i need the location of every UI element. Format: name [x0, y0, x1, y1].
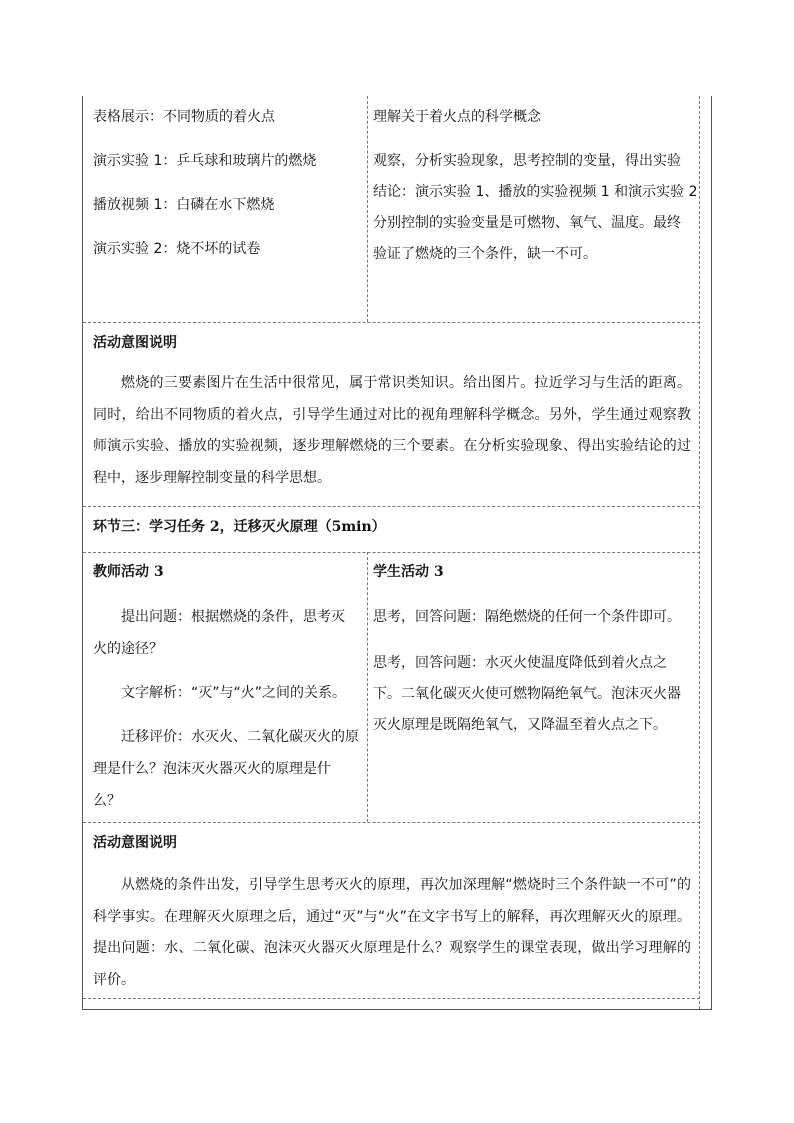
row1-right-line: 验证了燃烧的三个条件，缺一不可。: [373, 246, 597, 262]
intent1-heading: 活动意图说明: [93, 335, 177, 351]
teacher3-line: 么？: [93, 793, 121, 809]
row1-left-item: 表格展示：不同物质的着火点: [93, 109, 275, 125]
row1-right-title: 理解关于着火点的科学概念: [373, 109, 541, 125]
row1-left-item: 演示实验 1：乒乓球和玻璃片的燃烧: [93, 153, 317, 169]
row1-right-line: 结论：演示实验 1、播放的实验视频 1 和演示实验 2: [373, 184, 698, 200]
row-divider: [83, 998, 700, 999]
row-divider: [83, 322, 700, 323]
section3-heading: 环节三：学习任务 2，迁移灭火原理（5min）: [93, 519, 386, 535]
row1-left-item: 播放视频 1：白磷在水下燃烧: [93, 197, 275, 213]
lesson-table: [82, 96, 712, 1010]
teacher3-line: 火的途径？: [93, 641, 163, 657]
student3-line: 下。二氧化碳灭火使可燃物隔绝氧气。泡沫灭火器: [373, 686, 681, 702]
row3-divider: [367, 552, 368, 822]
student3-line: 思考，回答问题：水灭火使温度降低到着火点之: [373, 655, 667, 671]
student3-heading: 学生活动 3: [373, 564, 444, 580]
teacher3-line: 理是什么？泡沫灭火器灭火的原理是什: [93, 761, 331, 777]
row1-left-item: 演示实验 2：烧不坏的试卷: [93, 241, 261, 257]
row-divider: [83, 822, 700, 823]
row1-divider: [367, 96, 368, 322]
row1-right-line: 观察，分析实验现象，思考控制的变量，得出实验: [373, 153, 681, 169]
intent2-text: 从燃烧的条件出发，引导学生思考灭火的原理，再次加深理解“燃烧时三个条件缺一不可”的科学事实。在理解灭火原理之后，通过“灭”与“火”在文字书写上的解释，再次理解灭火的原理。提出问题：水、二氧化碳、泡沫灭火器灭火原理是什么？观察学生的课堂表现，做出学习理解的评价。: [93, 877, 691, 988]
student3-line: 灭火原理是既隔绝氧气，又降温至着火点之下。: [373, 717, 667, 733]
teacher3-line: 迁移评价：水灭火、二氧化碳灭火的原: [121, 729, 359, 745]
teacher3-heading: 教师活动 3: [93, 564, 164, 580]
row-divider: [83, 506, 700, 507]
row-divider: [83, 552, 700, 553]
intent1-text: 燃烧的三要素图片在生活中很常见，属于常识类知识。给出图片。拉近学习与生活的距离。同时，给出不同物质的着火点，引导学生通过对比的视角理解科学概念。另外，学生通过观察教师演示实验、播放的实验视频，逐步理解燃烧的三个要素。在分析实验现象、得出实验结论的过程中，逐步理解控制变量的科学思想。: [93, 375, 691, 486]
student3-line: 思考，回答问题：隔绝燃烧的任何一个条件即可。: [373, 609, 681, 625]
teacher3-line: 文字解析：“灭”与“火”之间的关系。: [121, 685, 347, 701]
row1-right-line: 分别控制的实验变量是可燃物、氧气、温度。最终: [373, 215, 681, 231]
intent2-heading: 活动意图说明: [93, 835, 177, 851]
teacher3-line: 提出问题：根据燃烧的条件，思考灭: [121, 609, 345, 625]
